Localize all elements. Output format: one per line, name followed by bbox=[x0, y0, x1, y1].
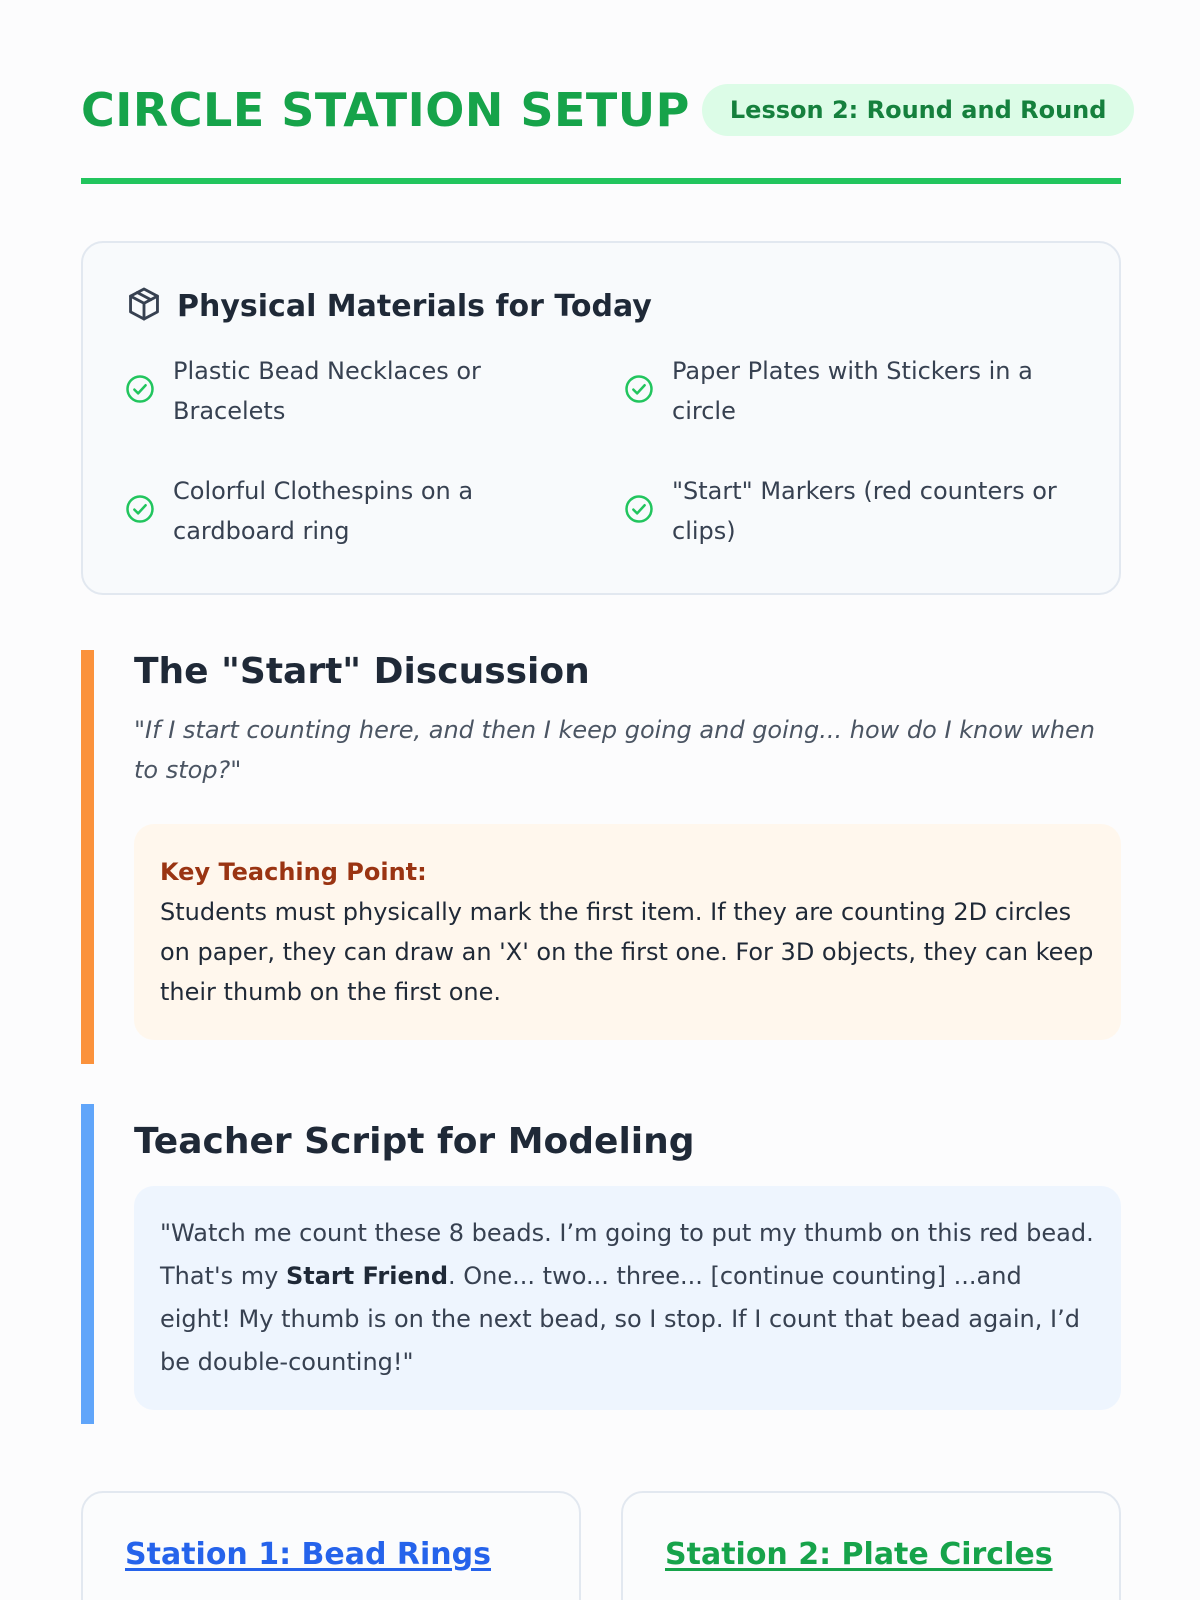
material-label: Plastic Bead Necklaces or Bracelets bbox=[173, 357, 481, 425]
section-accent-bar bbox=[81, 650, 94, 1064]
box-icon bbox=[125, 285, 163, 327]
lesson-badge: Lesson 2: Round and Round bbox=[702, 84, 1135, 136]
materials-title: Physical Materials for Today bbox=[177, 288, 652, 324]
discussion-quote: "If I start counting here, and then I keep going and going... how do I know when to stop?" bbox=[134, 716, 1096, 784]
key-teaching-label: Key Teaching Point: bbox=[160, 858, 427, 886]
script-text-bold: Start Friend bbox=[285, 1262, 449, 1290]
script-text-start: "Watch me count these 8 beads. I’m going to put my thumb on this red bead. That's my bbox=[160, 1219, 1094, 1290]
station-1-link[interactable]: Station 1: Bead Rings bbox=[125, 1537, 491, 1572]
station-card-2 bbox=[621, 1491, 1121, 1600]
station-2-link[interactable]: Station 2: Plate Circles bbox=[665, 1537, 1053, 1572]
material-label: Paper Plates with Stickers in a circle bbox=[672, 357, 1033, 425]
material-item bbox=[125, 471, 565, 551]
check-circle-icon bbox=[125, 494, 155, 528]
material-item bbox=[624, 351, 1064, 431]
check-circle-icon bbox=[624, 494, 654, 528]
page-header bbox=[81, 80, 1121, 184]
material-item bbox=[125, 351, 565, 431]
material-label: Colorful Clothespins on a cardboard ring bbox=[173, 477, 474, 545]
start-discussion-section bbox=[81, 650, 1121, 1064]
script-text-end: . One... two... three... [continue counting] ...and eight! My thumb is on the next bead, so I stop. If I count that bead again, I’d be double-counting!" bbox=[160, 1262, 1080, 1376]
teacher-script-section bbox=[81, 1104, 1121, 1424]
page-title: CIRCLE STATION SETUP bbox=[81, 83, 690, 137]
materials-header bbox=[125, 285, 652, 327]
key-teaching-text: Students must physically mark the first item. If they are counting 2D circles on paper, they can draw an 'X' on the first one. For 3D objects, they can keep their thumb on the first one. bbox=[160, 898, 1094, 1006]
material-label: "Start" Markers (red counters or clips) bbox=[672, 477, 1057, 545]
script-title: Teacher Script for Modeling bbox=[134, 1121, 695, 1162]
teacher-script-box bbox=[134, 1186, 1121, 1410]
station-card-1 bbox=[81, 1491, 581, 1600]
material-item bbox=[624, 471, 1064, 551]
discussion-title: The "Start" Discussion bbox=[134, 651, 590, 692]
key-teaching-point bbox=[134, 824, 1121, 1040]
check-circle-icon bbox=[624, 374, 654, 408]
materials-card bbox=[81, 241, 1121, 595]
section-accent-bar bbox=[81, 1104, 94, 1424]
check-circle-icon bbox=[125, 374, 155, 408]
